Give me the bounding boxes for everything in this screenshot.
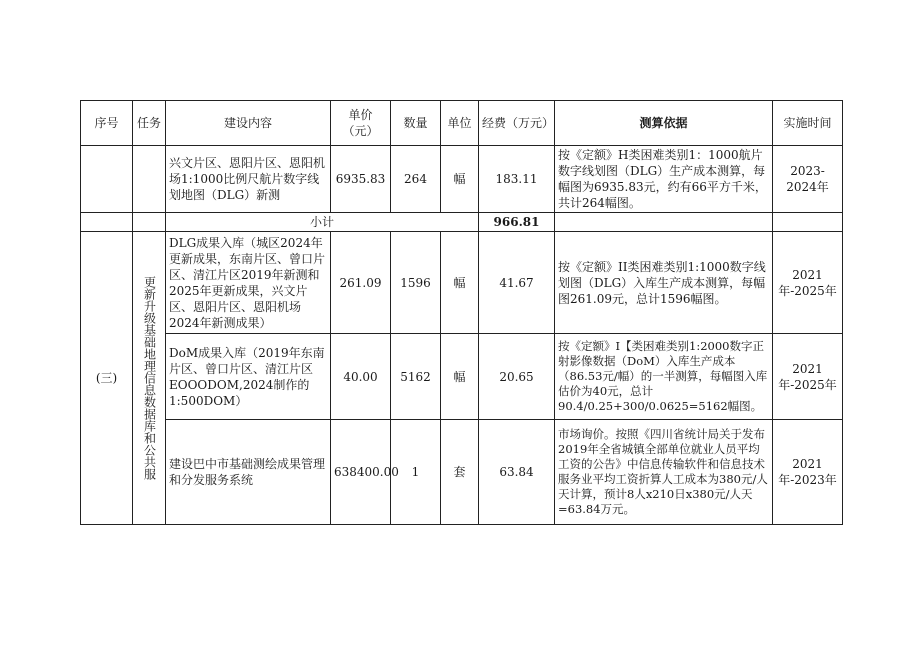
content-cell: DoM成果入库（2019年东南片区、曾口片区、清江片区EOOODOM,2024制作的1:500DOM） <box>166 334 331 420</box>
unit-cell: 幅 <box>441 146 479 213</box>
empty-task-cell <box>133 146 166 213</box>
empty-time-cell <box>773 213 843 232</box>
section-task-label: 更新升级基础地理信息数据库和公共服 <box>142 276 157 480</box>
time-cell: 2023-2024年 <box>773 146 843 213</box>
unit-cell: 套 <box>441 420 479 525</box>
basis-cell: 按《定额》I【类困难类别1:2000数字正射影像数据（DoM）入库生产成本（86.53元/幅）的一半测算，每幅图入库估价为40元，总计90.4/0.25+300/0.0625=5162幅图。 <box>555 334 773 420</box>
cost-cell: 183.11 <box>479 146 555 213</box>
subtotal-row <box>81 213 843 232</box>
quantity-cell: 264 <box>391 146 441 213</box>
content-cell: DLG成果入库（城区2024年更新成果，东南片区、曾口片区、清江片区2019年新测和2025年更新成果，兴文片区、恩阳片区、恩阳机场2024年新测成果） <box>166 232 331 334</box>
table-row <box>81 334 843 420</box>
header-task: 任务 <box>133 101 166 146</box>
header-quantity: 数量 <box>391 101 441 146</box>
table-row <box>81 232 843 334</box>
header-row <box>81 101 843 146</box>
unit-price-cell: 40.00 <box>331 334 391 420</box>
header-unit-price: 单价（元） <box>331 101 391 146</box>
empty-seq-cell <box>81 146 133 213</box>
quantity-cell: 1596 <box>391 232 441 334</box>
basis-cell: 按《定额》H类困难类别1：1000航片数字线划图（DLG）生产成本测算，每幅图为6935.83元，约有66平方千米，共计264幅图。 <box>555 146 773 213</box>
cost-cell: 20.65 <box>479 334 555 420</box>
time-cell: 2021年-2025年 <box>773 334 843 420</box>
table-row <box>81 420 843 525</box>
empty-seq-cell <box>81 213 133 232</box>
unit-price-cell: 261.09 <box>331 232 391 334</box>
header-cost: 经费（万元） <box>479 101 555 146</box>
subtotal-label: 小计 <box>166 213 479 232</box>
empty-basis-cell <box>555 213 773 232</box>
header-time: 实施时间 <box>773 101 843 146</box>
section-task <box>133 232 166 525</box>
empty-task-cell <box>133 213 166 232</box>
header-seq: 序号 <box>81 101 133 146</box>
header-unit: 单位 <box>441 101 479 146</box>
cost-cell: 41.67 <box>479 232 555 334</box>
basis-cell: 按《定额》II类困难类别1:1000数字线划图（DLG）入库生产成本测算，每幅图261.09元，总计1596幅图。 <box>555 232 773 334</box>
time-cell: 2021年-2023年 <box>773 420 843 525</box>
quantity-cell: 1 <box>391 420 441 525</box>
content-cell: 建设巴中市基础测绘成果管理和分发服务系统 <box>166 420 331 525</box>
header-basis: 测算依据 <box>555 101 773 146</box>
unit-cell: 幅 <box>441 334 479 420</box>
section-seq: (三) <box>81 232 133 525</box>
content-cell: 兴文片区、恩阳片区、恩阳机场1:1000比例尺航片数字线划地图（DLG）新测 <box>166 146 331 213</box>
unit-price-cell: 638400.00 <box>331 420 391 525</box>
time-cell: 2021年-2025年 <box>773 232 843 334</box>
budget-table <box>80 100 843 525</box>
quantity-cell: 5162 <box>391 334 441 420</box>
subtotal-value: 966.81 <box>479 213 555 232</box>
unit-cell: 幅 <box>441 232 479 334</box>
table-row <box>81 146 843 213</box>
unit-price-cell: 6935.83 <box>331 146 391 213</box>
cost-cell: 63.84 <box>479 420 555 525</box>
header-content: 建设内容 <box>166 101 331 146</box>
basis-cell: 市场询价。按照《四川省统计局关于发布2019年全省城镇全部单位就业人员平均工资的公告》中信息传输软件和信息技术服务业平均工资折算人工成本为380元/人天计算，预计8人x210日x380元/人天=63.84万元。 <box>555 420 773 525</box>
